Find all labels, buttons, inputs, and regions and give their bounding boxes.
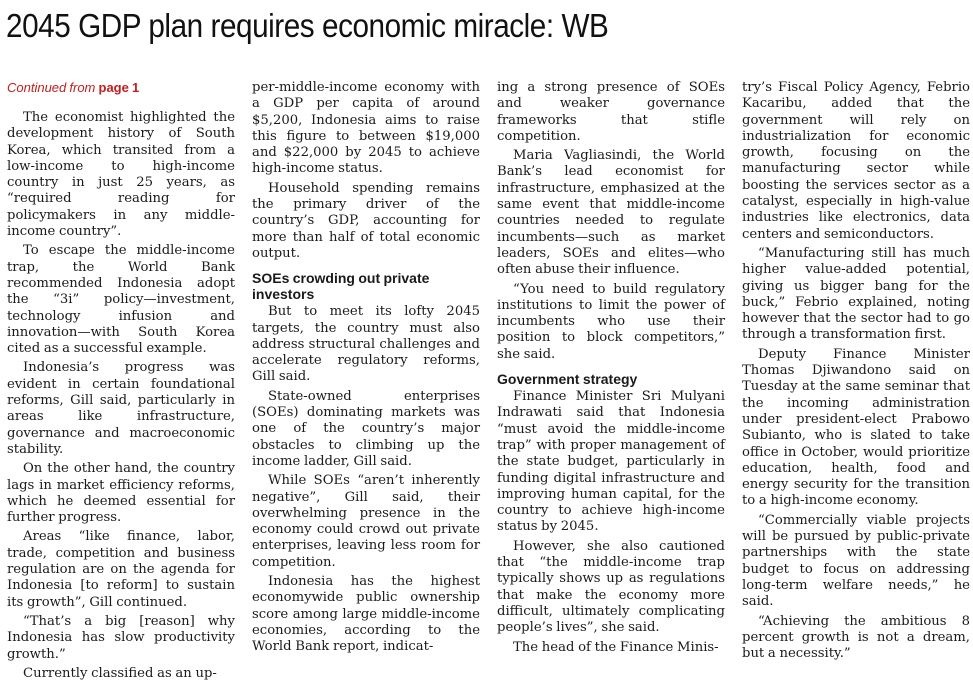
article-column-3 — [497, 80, 725, 659]
paragraph: “Manufacturing still has much higher value-added potential, giving us bigger bang for the buck,” Febrio explained, noting however that the sector had to go through a transformation first. — [742, 245, 970, 343]
article-headline: 2045 GDP plan requires economic miracle: WB — [6, 7, 609, 44]
paragraph: On the other hand, the country lags in market efficiency reforms, which he deemed essential for further progress. — [7, 461, 235, 526]
paragraph: The head of the Finance Minis- — [513, 639, 719, 655]
paragraph: But to meet its lofty 2045 targets, the country must also address structural challenges and accelerate regulatory reforms, Gill said. — [252, 304, 480, 385]
paragraph: Indonesia has the highest economywide public ownership score among large middle-income economies, according to the World Bank report, indicat- — [252, 574, 480, 655]
section-subhead: SOEs crowding out private investors — [252, 270, 430, 303]
paragraph: Indonesia’s progress was evident in certain foundational reforms, Gill said, particularly in areas like infrastructure, governance and macroeconomic stability. — [7, 360, 235, 457]
paragraph: However, she also cautioned that “the middle-income trap typically shows up as regulations that make the economy more difficult, ultimately complicating people’s lives”, she said. — [497, 538, 725, 636]
paragraph: Deputy Finance Minister Thomas Djiwandono said on Tuesday at the same seminar that the incoming administration under president-elect Prabowo Subianto, who is slated to take office in October, would prioritize education, health, food and energy security for the transition to a high-income economy. — [742, 346, 970, 509]
paragraph: “You need to build regulatory institutions to limit the power of incumbents who use their position to block competitors,” she said. — [497, 281, 725, 362]
paragraph: Currently classified as an up- — [23, 665, 217, 681]
paragraph: State-owned enterprises (SOEs) dominating markets was one of the country’s major obstacles to climbing up the income ladder, Gill said. — [252, 388, 480, 469]
paragraph: Areas “like finance, labor, trade, competition and business regulation are on the agenda for Indonesia [to reform] to sustain its growth”, Gill continued. — [7, 529, 235, 610]
section-subhead: Government strategy — [497, 371, 638, 388]
continued-page-ref: page 1 — [98, 80, 140, 95]
article-column-2 — [252, 80, 480, 659]
paragraph: ing a strong presence of SOEs and weaker governance frameworks that stifle competition. — [497, 80, 725, 144]
paragraph: Household spending remains the primary driver of the country’s GDP, accounting for more than half of total economic output. — [252, 180, 480, 261]
paragraph: To escape the middle-income trap, the World Bank recommended Indonesia adopt the “3i” policy—investment, technology infusion and innovation—with South Korea cited as a successful example. — [7, 243, 235, 357]
paragraph: per-middle-income economy with a GDP per capita of around $5,200, Indonesia aims to raise this figure to between $19,000 and $22,000 by 2045 to achieve high-income status. — [252, 80, 480, 177]
continued-from-label — [7, 80, 235, 96]
paragraph: While SOEs “aren’t inherently negative”, Gill said, their overwhelming presence in the economy could crowd out private enterprises, leaving less room for competition. — [252, 473, 480, 570]
paragraph: Maria Vagliasindi, the World Bank’s lead economist for infrastructure, emphasized at the same event that middle-income countries needed to regulate incumbents—such as market leaders, SOEs and elites—who often abuse their influence. — [497, 148, 725, 278]
paragraph: try’s Fiscal Policy Agency, Febrio Kacaribu, added that the government will rely on industrialization for economic growth, focusing on the manufacturing sector while boosting the services sector as a catalyst, especially in high-value industries like electronics, data centers and semiconductors. — [742, 80, 970, 242]
article-column-4 — [742, 80, 970, 665]
continued-prefix: Continued from — [7, 80, 96, 95]
article-column-1 — [7, 80, 235, 685]
paragraph: “That’s a big [reason] why Indonesia has slow productivity growth.” — [7, 613, 235, 662]
paragraph: The economist highlighted the development history of South Korea, which transited from a low-income to high-income country in just 25 years, as “required reading for policymakers in any middle-income country”. — [7, 110, 235, 240]
paragraph: “Achieving the ambitious 8 percent growth is not a dream, but a necessity.” — [742, 613, 970, 662]
paragraph: Finance Minister Sri Mulyani Indrawati said that Indonesia “must avoid the middle-income trap” with proper management of the state budget, particularly in funding digital infrastructure and improving human capital, for the country to achieve high-income status by 2045. — [497, 389, 725, 535]
paragraph: “Commercially viable projects will be pursued by public-private partnerships with the state budget to focus on addressing long-term welfare needs,” he said. — [742, 512, 970, 610]
